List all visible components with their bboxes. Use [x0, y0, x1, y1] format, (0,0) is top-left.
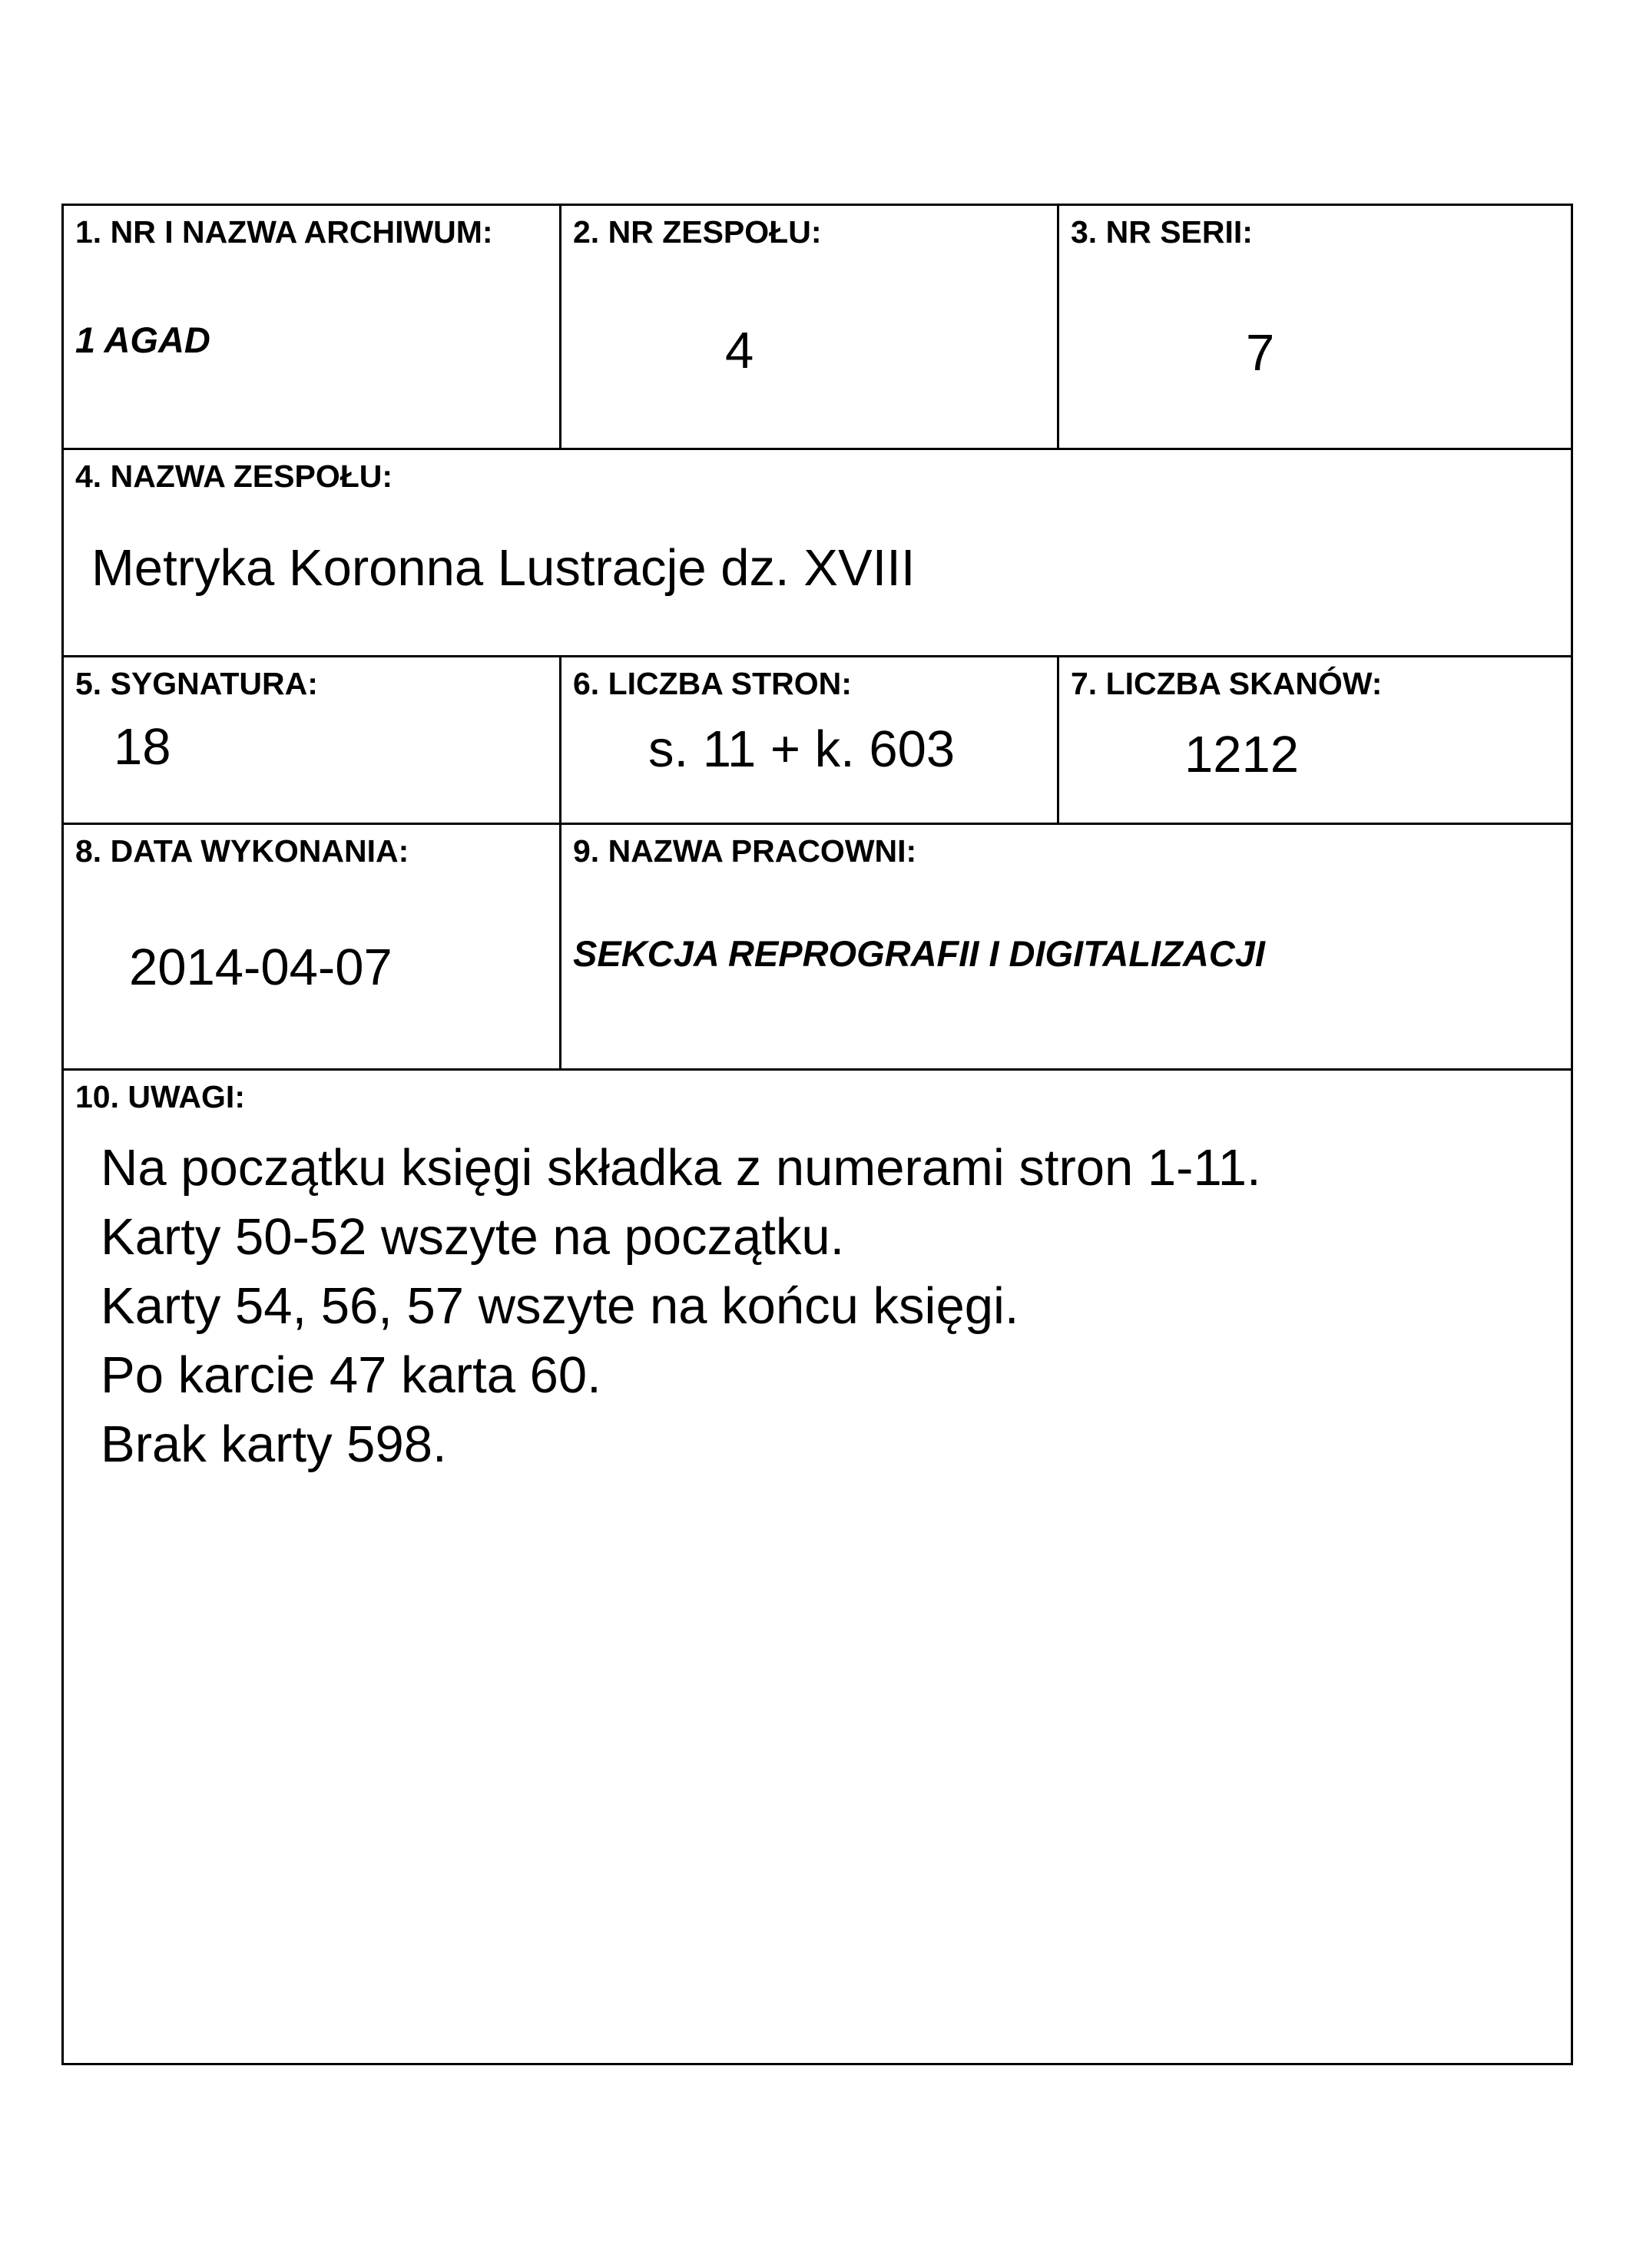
remark-line: Karty 50-52 wszyte na początku.	[101, 1208, 845, 1266]
archive-label: 1. NR I NAZWA ARCHIWUM:	[75, 214, 493, 250]
workshop-cell	[561, 825, 1571, 1068]
remarks-label: 10. UWAGI:	[75, 1079, 245, 1114]
signature-value: 18	[114, 718, 171, 776]
remarks-cell	[64, 1071, 1571, 2063]
remark-line: Brak karty 598.	[101, 1415, 447, 1473]
fonds-number-value: 4	[725, 322, 754, 379]
page-count-value: s. 11 + k. 603	[648, 720, 956, 778]
archive-cell	[64, 206, 561, 448]
remarks-text	[101, 1134, 1261, 1479]
remark-line: Na początku księgi składka z numerami stron 1-11.	[101, 1139, 1261, 1197]
remark-line: Po karcie 47 karta 60.	[101, 1346, 601, 1404]
fonds-name-label: 4. NAZWA ZESPOŁU:	[75, 459, 393, 494]
date-cell	[64, 825, 561, 1068]
page-count-label: 6. LICZBA STRON:	[573, 666, 852, 701]
form-row-2	[64, 450, 1571, 657]
signature-label: 5. SYGNATURA:	[75, 666, 318, 701]
remark-line: Karty 54, 56, 57 wszyte na końcu księgi.	[101, 1277, 1019, 1335]
page-count-cell	[561, 657, 1059, 823]
signature-cell	[64, 657, 561, 823]
workshop-label: 9. NAZWA PRACOWNI:	[573, 833, 917, 869]
date-label: 8. DATA WYKONANIA:	[75, 833, 409, 869]
series-number-cell	[1059, 206, 1571, 448]
fonds-number-cell	[561, 206, 1059, 448]
scan-count-cell	[1059, 657, 1571, 823]
form-row-4	[64, 825, 1571, 1071]
series-number-label: 3. NR SERII:	[1071, 214, 1253, 250]
form-row-5	[64, 1071, 1571, 2063]
workshop-value: SEKCJA REPROGRAFII I DIGITALIZACJI	[573, 933, 1265, 974]
series-number-value: 7	[1246, 324, 1275, 382]
scan-count-label: 7. LICZBA SKANÓW:	[1071, 666, 1383, 701]
fonds-name-value: Metryka Koronna Lustracje dz. XVIII	[91, 539, 916, 597]
date-value: 2014-04-07	[129, 939, 393, 996]
archive-value: 1 AGAD	[75, 320, 210, 360]
scan-count-value: 1212	[1184, 726, 1300, 783]
form-row-1	[64, 206, 1571, 450]
fonds-name-cell	[64, 450, 1571, 655]
form-row-3	[64, 657, 1571, 825]
fonds-number-label: 2. NR ZESPOŁU:	[573, 214, 822, 250]
metadata-form	[61, 204, 1573, 2065]
